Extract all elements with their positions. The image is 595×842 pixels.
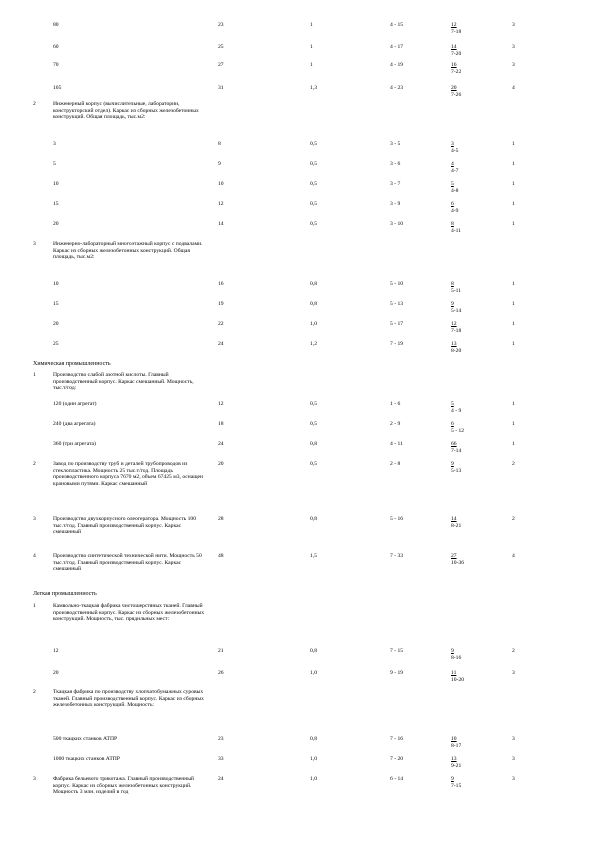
cell-c4: 0,8	[310, 648, 317, 654]
cell-c6-range: 4 - 9	[451, 407, 462, 414]
section-heading-chem: Химическая промышленность	[33, 361, 111, 367]
cell-c6-value: 9	[451, 301, 454, 307]
row-description: 12	[53, 648, 59, 654]
cell-c7: 1	[512, 221, 515, 227]
cell-c6-value: 8	[451, 221, 454, 227]
cell-c7: 1	[512, 401, 515, 407]
cell-c6-value: 8	[451, 281, 454, 287]
row-number: 2	[33, 461, 36, 467]
cell-c4: 1,5	[310, 553, 317, 559]
row-number: 3	[33, 241, 36, 247]
cell-c7: 1	[512, 281, 515, 287]
cell-c7: 4	[512, 85, 515, 91]
cell-c4: 1,0	[310, 670, 317, 676]
cell-c3: 25	[218, 44, 224, 50]
cell-c5: 6 - 14	[390, 776, 404, 782]
cell-c5: 7 - 33	[390, 553, 404, 559]
cell-c5: 5 - 16	[390, 516, 404, 522]
cell-c7: 4	[512, 553, 515, 559]
cell-c4: 1,0	[310, 776, 317, 782]
cell-c4: 0,5	[310, 221, 317, 227]
cell-c6-value: 66	[451, 441, 457, 447]
cell-c3: 12	[218, 401, 224, 407]
cell-c5: 2 - 8	[390, 461, 401, 467]
cell-c7: 3	[512, 776, 515, 782]
row-description: 10	[53, 281, 59, 287]
cell-c7: 1	[512, 441, 515, 447]
cell-c6-value: 6	[451, 201, 454, 207]
cell-c6-range: 4-8	[451, 187, 459, 194]
cell-c5: 2 - 9	[390, 421, 401, 427]
row-description: Камвольно-ткацкая фабрика чистошерстяных тканей. Главный производственный корпус. Каркас из сборных железобетонных конструкций. Мощность, тыс. прядильных мест:	[53, 603, 205, 623]
cell-c4: 0,5	[310, 421, 317, 427]
cell-c4: 0,5	[310, 201, 317, 207]
cell-c7: 1	[512, 341, 515, 347]
cell-c7: 2	[512, 516, 515, 522]
cell-c3: 12	[218, 201, 224, 207]
row-description: Производство двухкорпусного олеогератора. Мощность 100 тыс.т/год. Главный производственный корпус. Каркас смешанный	[53, 516, 196, 536]
row-number: 4	[33, 553, 36, 559]
row-number: 1	[33, 372, 36, 378]
cell-c5: 7 - 19	[390, 341, 404, 347]
cell-c3: 24	[218, 776, 224, 782]
cell-c6-range: 8-16	[451, 654, 462, 661]
cell-c5: 5 - 13	[390, 301, 404, 307]
cell-c7: 3	[512, 22, 515, 28]
cell-c7: 3	[512, 756, 515, 762]
cell-c3: 26	[218, 670, 224, 676]
cell-c6-value: 12	[451, 22, 457, 28]
row-description: 500 ткацких станков АТПР	[53, 736, 118, 742]
cell-c5: 7 - 20	[390, 756, 404, 762]
cell-c5: 1 - 6	[390, 401, 401, 407]
cell-c4: 1	[310, 22, 313, 28]
cell-c6-value: 16	[451, 62, 457, 68]
cell-c3: 48	[218, 553, 224, 559]
cell-c5: 4 - 17	[390, 44, 404, 50]
cell-c5: 3 - 7	[390, 181, 401, 187]
row-description: Инженерный корпус (вычислительные, лаборатории, конструкторский отдел). Каркас из сборных железобетонных конструкций. Общая площадь, тыс.м2:	[53, 101, 199, 121]
cell-c6-value: 12	[451, 321, 457, 327]
cell-c3: 18	[218, 421, 224, 427]
cell-c4: 0,5	[310, 461, 317, 467]
cell-c3: 28	[218, 516, 224, 522]
row-number: 2	[33, 689, 36, 695]
cell-c5: 4 - 23	[390, 85, 404, 91]
cell-c4: 0,8	[310, 516, 317, 522]
row-number: 3	[33, 776, 36, 782]
row-description: 360 (три агрегата)	[53, 441, 96, 447]
row-description: 80	[53, 22, 59, 28]
cell-c6-value: 9	[451, 776, 454, 782]
cell-c6-range: 10-20	[451, 676, 465, 683]
cell-c4: 0,5	[310, 161, 317, 167]
row-description: 105	[53, 85, 62, 91]
cell-c4: 0,5	[310, 141, 317, 147]
cell-c6-value: 5	[451, 181, 454, 187]
cell-c3: 21	[218, 648, 224, 654]
cell-c6-value: 13	[451, 341, 457, 347]
cell-c5: 4 - 19	[390, 62, 404, 68]
cell-c5: 5 - 10	[390, 281, 404, 287]
row-description: Инженерно-лабораторный многоэтажный корпус с подвалами. Каркас из сборных железобетонных конструкций. Общая площадь, тыс.м2:	[53, 241, 203, 261]
cell-c6-value: 14	[451, 516, 457, 522]
cell-c6-range: 9-21	[451, 762, 462, 769]
cell-c4: 0,8	[310, 301, 317, 307]
cell-c3: 24	[218, 441, 224, 447]
cell-c6-value: 11	[451, 670, 457, 676]
cell-c3: 19	[218, 301, 224, 307]
cell-c7: 3	[512, 736, 515, 742]
cell-c7: 1	[512, 181, 515, 187]
cell-c6-value: 3	[451, 141, 454, 147]
cell-c4: 1,2	[310, 341, 317, 347]
cell-c6-range: 8-21	[451, 522, 462, 529]
row-description: 15	[53, 201, 59, 207]
cell-c6-value: 5	[451, 401, 454, 407]
cell-c3: 23	[218, 22, 224, 28]
row-description: 120 (один агрегат)	[53, 401, 97, 407]
cell-c7: 1	[512, 321, 515, 327]
cell-c6-range: 8-20	[451, 347, 462, 354]
cell-c5: 5 - 17	[390, 321, 404, 327]
cell-c6-value: 27	[451, 553, 457, 559]
cell-c3: 24	[218, 341, 224, 347]
cell-c3: 27	[218, 62, 224, 68]
cell-c4: 1	[310, 44, 313, 50]
cell-c6-value: 9	[451, 648, 454, 654]
cell-c6-range: 5-14	[451, 307, 462, 314]
cell-c7: 1	[512, 201, 515, 207]
row-description: 20	[53, 321, 59, 327]
cell-c3: 33	[218, 756, 224, 762]
cell-c7: 3	[512, 44, 515, 50]
row-number: 3	[33, 516, 36, 522]
cell-c6-range: 8-17	[451, 742, 462, 749]
cell-c3: 23	[218, 736, 224, 742]
row-number: 2	[33, 101, 36, 107]
cell-c4: 1	[310, 62, 313, 68]
row-description: 10	[53, 181, 59, 187]
cell-c3: 8	[218, 141, 221, 147]
row-description: Фабрика бельевого трикотажа. Главный производственный корпус. Каркас из сборных железобетонных конструкций. Мощность 3 млн. изделий в год	[53, 776, 194, 796]
cell-c4: 0,8	[310, 736, 317, 742]
cell-c6-value: 14	[451, 44, 457, 50]
cell-c6-range: 7-26	[451, 91, 462, 98]
cell-c5: 3 - 9	[390, 201, 401, 207]
cell-c7: 2	[512, 461, 515, 467]
row-description: 20	[53, 670, 59, 676]
cell-c6-range: 7-18	[451, 327, 462, 334]
row-description: 5	[53, 161, 56, 167]
cell-c4: 1,3	[310, 85, 317, 91]
cell-c6-value: 10	[451, 736, 457, 742]
cell-c5: 4 - 15	[390, 22, 404, 28]
row-description: 1000 ткацких станков АТПР	[53, 756, 120, 762]
section-heading-light: Легкая промышленность	[33, 591, 97, 597]
row-description: 60	[53, 44, 59, 50]
cell-c6-range: 4-11	[451, 227, 462, 234]
cell-c4: 1,0	[310, 756, 317, 762]
cell-c5: 9 - 19	[390, 670, 404, 676]
cell-c7: 3	[512, 670, 515, 676]
cell-c6-range: 7-20	[451, 50, 462, 57]
row-number: 1	[33, 603, 36, 609]
cell-c6-range: 5 - 12	[451, 427, 465, 434]
cell-c3: 9	[218, 161, 221, 167]
cell-c3: 31	[218, 85, 224, 91]
cell-c6-value: 6	[451, 421, 454, 427]
cell-c4: 1,0	[310, 321, 317, 327]
cell-c6-range: 7-18	[451, 28, 462, 35]
row-description: Производство слабой азотной кислоты. Главный производственный корпус. Каркас смешанный. Мощность, тыс.т/год:	[53, 372, 194, 392]
cell-c5: 7 - 15	[390, 648, 404, 654]
cell-c4: 0,5	[310, 401, 317, 407]
cell-c5: 3 - 10	[390, 221, 404, 227]
cell-c3: 14	[218, 221, 224, 227]
cell-c7: 2	[512, 648, 515, 654]
cell-c7: 1	[512, 141, 515, 147]
row-description: Завод по производству труб и деталей трубопроводов из стеклопластика. Мощность 25 тыс.т/год. Площадь производственного корпуса 7670 м2, объем 67425 м3, оснащен крановыми путями. Каркас смешанный	[53, 461, 204, 487]
cell-c7: 1	[512, 421, 515, 427]
cell-c3: 16	[218, 281, 224, 287]
cell-c6-range: 7-22	[451, 68, 462, 75]
cell-c5: 7 - 16	[390, 736, 404, 742]
cell-c6-value: 13	[451, 756, 457, 762]
cell-c6-value: 9	[451, 461, 454, 467]
cell-c6-range: 5-11	[451, 287, 462, 294]
cell-c7: 3	[512, 62, 515, 68]
cell-c5: 3 - 5	[390, 141, 401, 147]
row-description: 20	[53, 221, 59, 227]
cell-c7: 1	[512, 161, 515, 167]
cell-c5: 3 - 6	[390, 161, 401, 167]
cell-c6-value: 4	[451, 161, 454, 167]
cell-c3: 10	[218, 181, 224, 187]
cell-c6-range: 4-5	[451, 147, 459, 154]
cell-c6-range: 5-13	[451, 467, 462, 474]
cell-c6-value: 20	[451, 85, 457, 91]
row-description: 3	[53, 141, 56, 147]
cell-c6-range: 7-15	[451, 782, 462, 789]
cell-c5: 4 - 11	[390, 441, 403, 447]
cell-c3: 20	[218, 461, 224, 467]
cell-c6-range: 10-36	[451, 559, 465, 566]
row-description: 25	[53, 341, 59, 347]
cell-c3: 22	[218, 321, 224, 327]
cell-c6-range: 4-7	[451, 167, 459, 174]
cell-c6-range: 4-9	[451, 207, 459, 214]
cell-c4: 0,8	[310, 281, 317, 287]
cell-c7: 1	[512, 301, 515, 307]
cell-c4: 0,5	[310, 181, 317, 187]
cell-c6-range: 7-14	[451, 447, 462, 454]
row-description: 70	[53, 62, 59, 68]
row-description: 15	[53, 301, 59, 307]
row-description: 240 (два агрегата)	[53, 421, 96, 427]
row-description: Производство синтетической технической нити. Мощность 50 тыс.т/год. Главный производственный корпус. Каркас смешанный	[53, 553, 202, 573]
row-description: Ткацкая фабрика по производству хлопчатобумажных суровых тканей. Главный производственный корпус. Каркас из сборных железобетонных конструкций. Мощность:	[53, 689, 204, 709]
cell-c4: 0,8	[310, 441, 317, 447]
